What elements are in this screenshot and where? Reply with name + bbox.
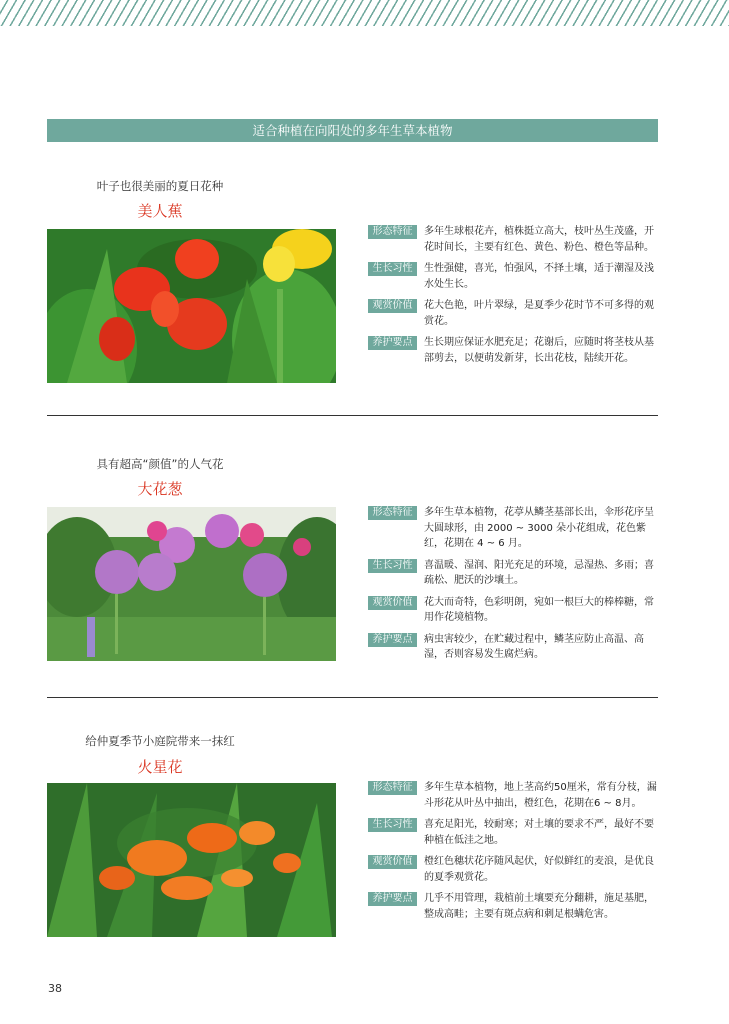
plant-entry xyxy=(47,226,658,389)
attribute-row xyxy=(368,595,660,626)
attribute-row xyxy=(368,558,660,589)
attribute-row xyxy=(368,780,660,811)
section-divider xyxy=(47,415,658,416)
attribute-text: 花大而奇特，色彩明朗，宛如一根巨大的棒棒糖，常用作花境植物。 xyxy=(424,596,654,623)
attribute-row xyxy=(368,632,660,663)
attribute-tag: 形态特征 xyxy=(368,506,417,520)
plant-name: 大花葱 xyxy=(137,480,183,498)
attribute-row xyxy=(368,505,660,552)
attribute-text: 多年生草本植物，地上茎高约50厘米，常有分枝，漏斗形花从叶丛中抽出，橙红色，花期在6 ~ 8月。 xyxy=(424,782,657,809)
attribute-text: 多年生球根花卉，植株挺立高大，枝叶丛生茂盛，开花时间长，主要有红色、黄色、粉色、橙色等品种。 xyxy=(424,226,654,253)
attribute-tag: 形态特征 xyxy=(368,781,417,795)
canna-photo xyxy=(47,229,336,383)
attribute-text: 生性强健，喜光，怕强风，不择土壤，适于潮湿及浅水处生长。 xyxy=(424,263,654,290)
plant-name: 美人蕉 xyxy=(137,202,183,220)
attribute-row xyxy=(368,817,660,848)
attribute-row xyxy=(368,854,660,885)
attribute-list xyxy=(368,505,660,669)
attribute-text: 多年生草本植物，花葶从鳞茎基部长出，伞形花序呈大圆球形，由 2000 ~ 3000 朵小花组成，花色紫红，花期在 4 ~ 6 月。 xyxy=(424,507,654,549)
attribute-list xyxy=(368,224,660,372)
attribute-tag: 观赏价值 xyxy=(368,596,417,610)
attribute-tag: 观赏价值 xyxy=(368,299,417,313)
plant-entry xyxy=(47,783,658,943)
attribute-tag: 养护要点 xyxy=(368,336,417,350)
plant-subtitle: 具有超高“颜值”的人气花 xyxy=(96,457,224,471)
attribute-row xyxy=(368,891,660,922)
crocosmia-photo xyxy=(47,783,336,937)
attribute-text: 喜充足阳光，较耐寒；对土壤的要求不严，最好不要种植在低洼之地。 xyxy=(424,819,654,846)
attribute-text: 橙红色穗状花序随风起伏，好似鲜红的麦浪，是优良的夏季观赏花。 xyxy=(424,856,654,883)
attribute-row xyxy=(368,335,660,366)
attribute-tag: 形态特征 xyxy=(368,225,417,239)
attribute-tag: 养护要点 xyxy=(368,633,417,647)
section-banner: 适合种植在向阳处的多年生草本植物 xyxy=(47,119,658,142)
attribute-text: 病虫害较少，在贮藏过程中，鳞茎应防止高温、高湿，否则容易发生腐烂病。 xyxy=(424,633,644,660)
attribute-text: 生长期应保证水肥充足；花谢后，应随时将茎枝从基部剪去，以便萌发新芽，长出花枝，陆续开花。 xyxy=(424,337,654,364)
attribute-list xyxy=(368,780,660,928)
attribute-text: 几乎不用管理，栽植前土壤要充分翻耕，施足基肥，整成高畦；主要有斑点病和刺足根螨危害。 xyxy=(424,893,654,920)
plant-subtitle: 给仲夏季节小庭院带来一抹红 xyxy=(85,734,235,748)
attribute-row xyxy=(368,261,660,292)
attribute-row xyxy=(368,298,660,329)
attribute-tag: 养护要点 xyxy=(368,892,417,906)
attribute-row xyxy=(368,224,660,255)
decorative-hatch-band xyxy=(0,0,729,26)
plant-subtitle: 叶子也很美丽的夏日花种 xyxy=(96,179,224,193)
attribute-tag: 生长习性 xyxy=(368,262,417,276)
plant-name: 火星花 xyxy=(137,758,183,776)
section-divider xyxy=(47,697,658,698)
attribute-tag: 生长习性 xyxy=(368,818,417,832)
attribute-tag: 观赏价值 xyxy=(368,855,417,869)
attribute-tag: 生长习性 xyxy=(368,559,417,573)
allium-photo xyxy=(47,507,336,661)
attribute-text: 喜温暖、湿润、阳光充足的环境，忌湿热、多雨；喜疏松、肥沃的沙壤土。 xyxy=(424,559,654,586)
page-number: 38 xyxy=(48,982,62,995)
attribute-text: 花大色艳，叶片翠绿，是夏季少花时节不可多得的观赏花。 xyxy=(424,300,654,327)
plant-entry xyxy=(47,507,658,667)
